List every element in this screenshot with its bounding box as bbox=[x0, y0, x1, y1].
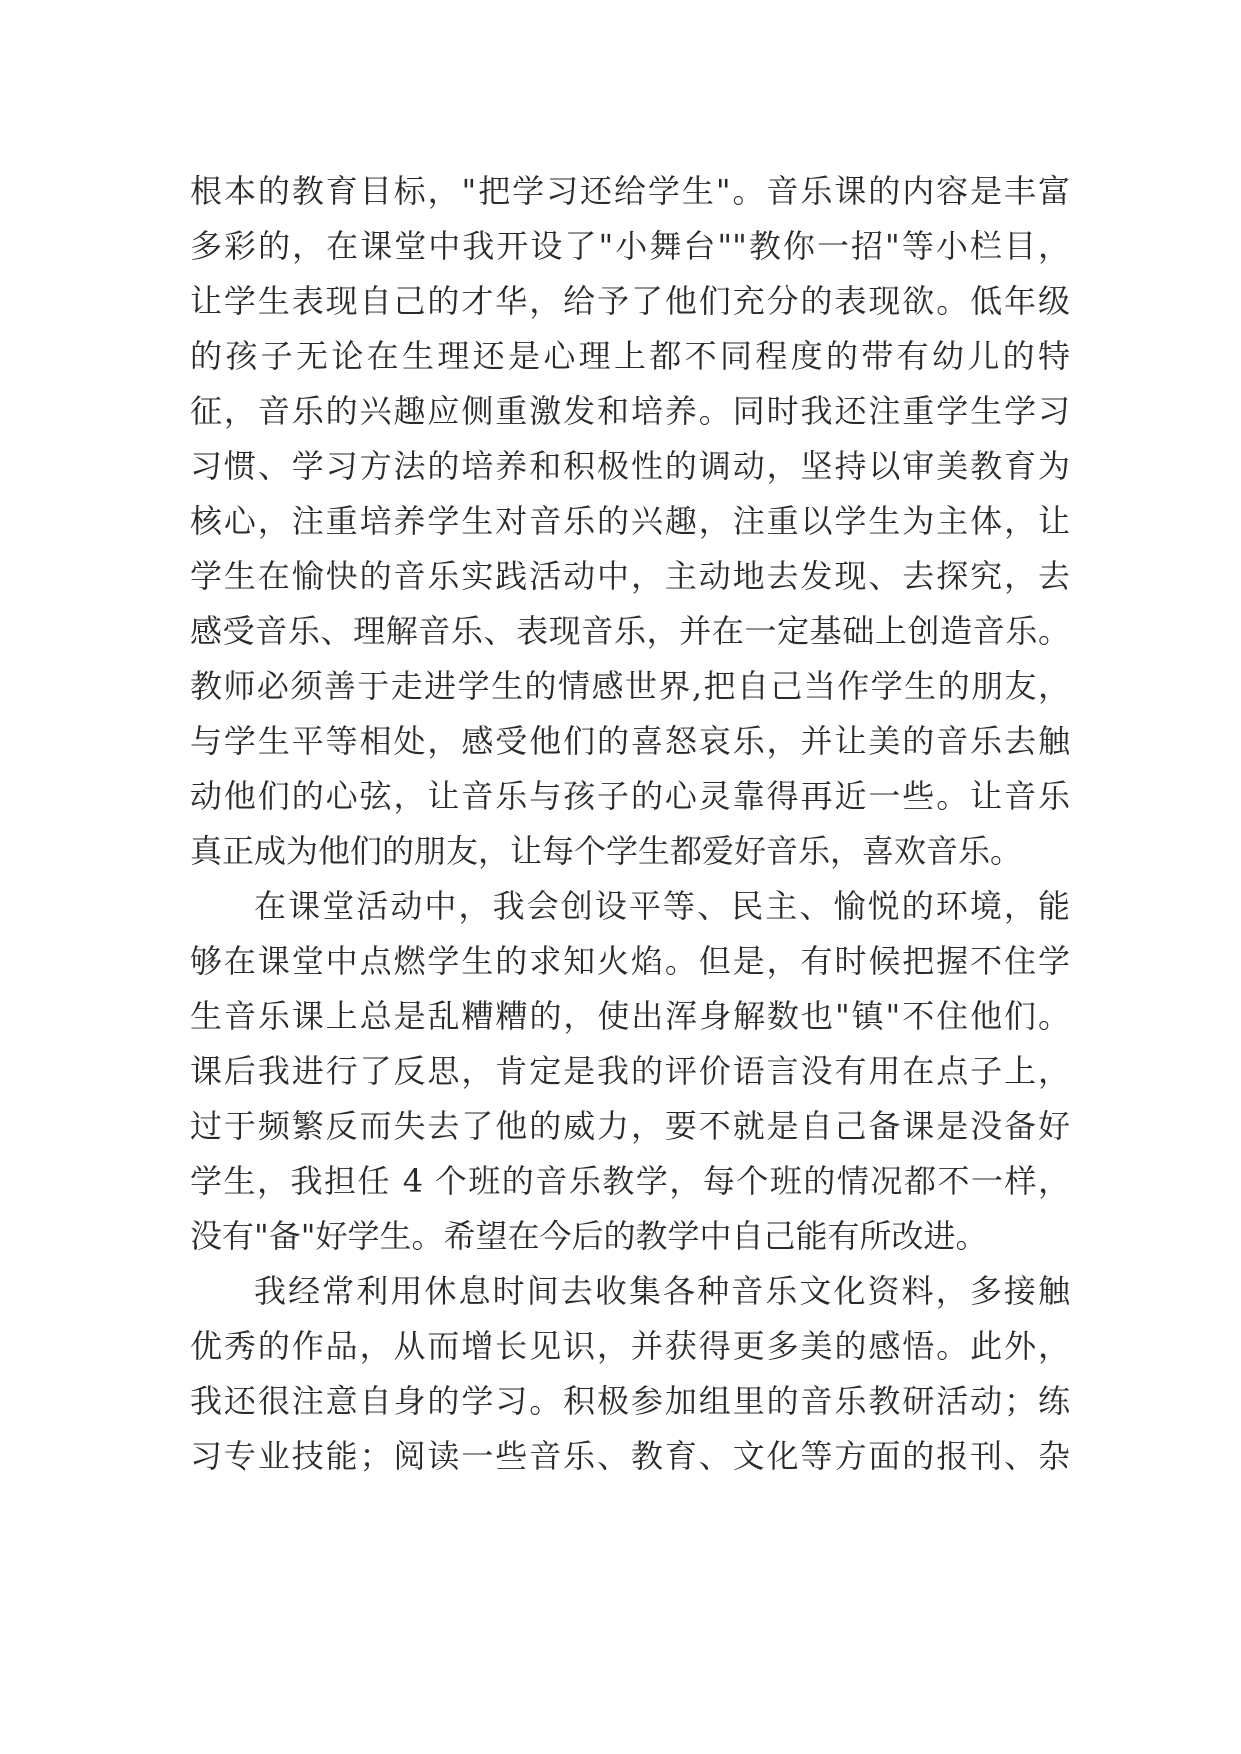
text-line: 课后我进行了反思，肯定是我的评价语言没有用在点子上， bbox=[190, 1052, 1070, 1090]
text-line: 征，音乐的兴趣应侧重激发和培养。同时我还注重学生学习 bbox=[190, 392, 1070, 430]
document-body bbox=[190, 164, 1070, 1484]
text-line: 过于频繁反而失去了他的威力，要不就是自己备课是没备好 bbox=[190, 1107, 1070, 1145]
text-line: 感受音乐、理解音乐、表现音乐，并在一定基础上创造音乐。 bbox=[190, 612, 1070, 650]
text-line: 够在课堂中点燃学生的求知火焰。但是，有时候把握不住学 bbox=[190, 942, 1070, 980]
text-line: 生音乐课上总是乱糟糟的，使出浑身解数也"镇"不住他们。 bbox=[190, 997, 1070, 1035]
paragraph-first-line: 在课堂活动中，我会创设平等、民主、愉悦的环境，能 bbox=[254, 887, 1070, 925]
text-line: 真正成为他们的朋友，让每个学生都爱好音乐，喜欢音乐。 bbox=[190, 832, 1023, 870]
text-line: 与学生平等相处，感受他们的喜怒哀乐，并让美的音乐去触 bbox=[190, 722, 1070, 760]
text-line: 学生，我担任 4 个班的音乐教学，每个班的情况都不一样， bbox=[190, 1162, 1070, 1200]
text-line: 习专业技能；阅读一些音乐、教育、文化等方面的报刊、杂 bbox=[190, 1437, 1070, 1475]
text-line: 根本的教育目标，"把学习还给学生"。音乐课的内容是丰富 bbox=[190, 172, 1070, 210]
text-line: 我还很注意自身的学习。积极参加组里的音乐教研活动；练 bbox=[190, 1382, 1070, 1420]
text-line: 没有"备"好学生。希望在今后的教学中自己能有所改进。 bbox=[190, 1217, 988, 1255]
text-line: 习惯、学习方法的培养和积极性的调动，坚持以审美教育为 bbox=[190, 447, 1070, 485]
text-line: 优秀的作品，从而增长见识，并获得更多美的感悟。此外， bbox=[190, 1327, 1070, 1365]
text-line: 学生在愉快的音乐实践活动中，主动地去发现、去探究，去 bbox=[190, 557, 1070, 595]
text-line: 让学生表现自己的才华，给予了他们充分的表现欲。低年级 bbox=[190, 282, 1070, 320]
text-line: 核心，注重培养学生对音乐的兴趣，注重以学生为主体，让 bbox=[190, 502, 1070, 540]
text-line: 多彩的，在课堂中我开设了"小舞台""教你一招"等小栏目， bbox=[190, 227, 1070, 265]
text-line: 动他们的心弦，让音乐与孩子的心灵靠得再近一些。让音乐 bbox=[190, 777, 1070, 815]
text-line: 的孩子无论在生理还是心理上都不同程度的带有幼儿的特 bbox=[190, 337, 1070, 375]
text-line: 教师必须善于走进学生的情感世界,把自己当作学生的朋友， bbox=[190, 667, 1070, 705]
paragraph-first-line: 我经常利用休息时间去收集各种音乐文化资料，多接触 bbox=[254, 1272, 1070, 1310]
